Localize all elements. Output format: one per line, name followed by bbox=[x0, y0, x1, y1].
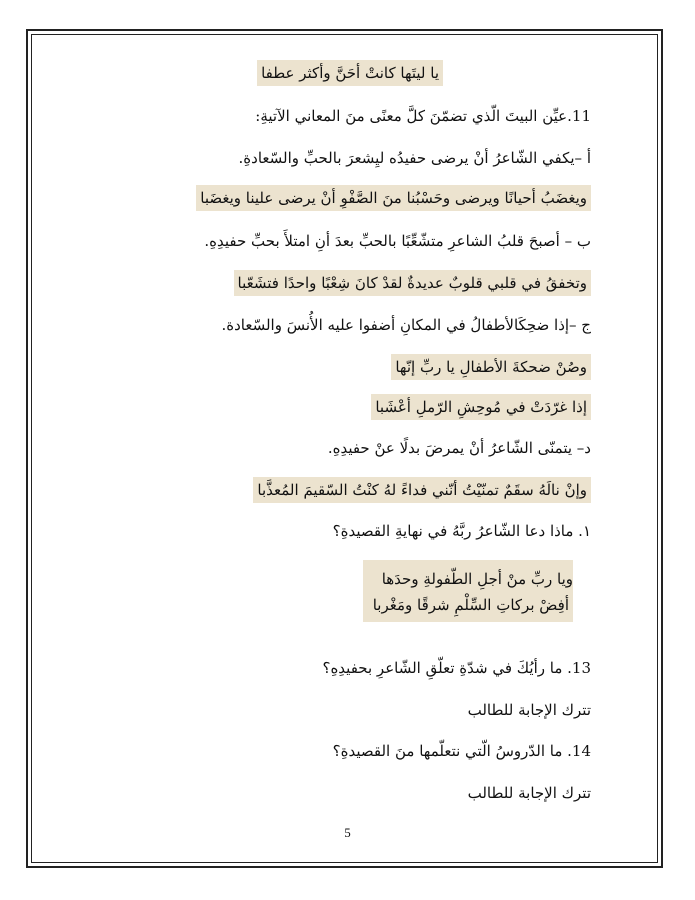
verse-line-option-c-1: وصُنْ ضحكةَ الأطفالِ يا ربِّ إنّها bbox=[391, 354, 591, 380]
closing-verse-line-1: ويا ربِّ منْ أجلِ الطّفولةِ وحدَها bbox=[381, 570, 573, 588]
question-12: ١. ماذا دعا الشّاعرُ ربَّهُ في نهايةِ القصيدةِ؟ bbox=[332, 522, 591, 540]
verse-line-option-c-2: إذا غرّدَتْ في مُوحِشِ الرّملِ أعْشَبا bbox=[371, 394, 591, 420]
answer-13: تترك الإجابة للطالب bbox=[467, 701, 591, 719]
verse-line-option-d: وإنْ نالَهُ سقَمٌ تمنّيْتُ أنّني فداءً لهُ كنْتُ السّقيمَ المُعذَّبا bbox=[253, 477, 591, 503]
option-b: ب – أصبحَ قلبُ الشاعرِ متشّعِّبًا بالحبِّ بعدَ أنِ امتلأَ بحبِّ حفيدِهِ. bbox=[204, 232, 591, 250]
answer-14: تترك الإجابة للطالب bbox=[467, 784, 591, 802]
option-c: ج –إذا ضحِكَالأطفالُ في المكانِ أضفوا عليه الأُنسَ والسّعادة. bbox=[221, 316, 591, 334]
page-number: 5 bbox=[344, 825, 351, 840]
verse-line-option-a: ويغضَبُ أحيانًا ويرضى وحَسْبُنا منَ الصَّفْوِ أنْ يرضى علينا ويغضَبا bbox=[196, 185, 591, 211]
question-14: 14. ما الدّروسُ الّتي نتعلّمها منَ القصيدةِ؟ bbox=[332, 742, 591, 760]
option-d: د– يتمنّى الشّاعرُ أنْ يمرضَ بدلًا عنْ حفيدِهِ. bbox=[327, 439, 591, 457]
question-13: 13. ما رأيُكَ في شدّةِ تعلّقِ الشّاعرِ بحفيدِهِ؟ bbox=[322, 659, 591, 677]
verse-line-1: يا ليتَها كانتْ أحَنَّ وأكثر عطفا bbox=[257, 60, 443, 86]
verse-line-option-b: وتخفقُ في قلبي قلوبٌ عديدةٌ لقدْ كانَ شِعْبًا واحدًا فتشَعّبا bbox=[234, 270, 591, 296]
question-11: 11.عيِّن البيتَ الّذي تضمّنَ كلَّ معنًى منَ المعاني الآتيةِ: bbox=[255, 107, 591, 125]
closing-verse-line-2: أفِضْ بركاتِ السِّلْمِ شرقًا ومَغْربا bbox=[372, 596, 569, 614]
option-a: أ –يكفي الشّاعرُ أنْ يرضى حفيدُه ليِشعرَ بالحبِّ والسّعادةِ. bbox=[238, 149, 591, 167]
